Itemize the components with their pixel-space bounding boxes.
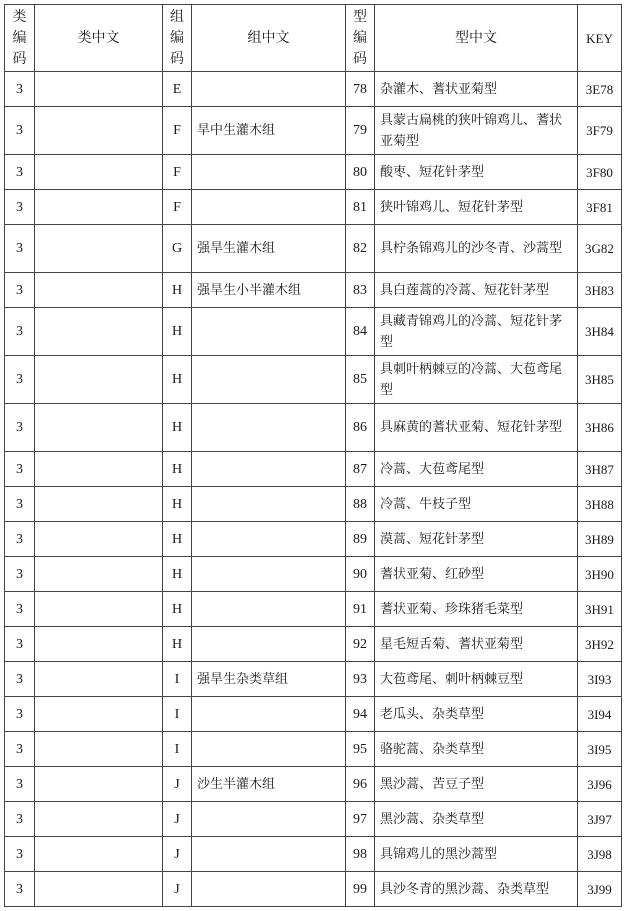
cell-class-cn bbox=[35, 627, 163, 662]
cell-type-code: 87 bbox=[346, 452, 375, 487]
cell-group-code: H bbox=[163, 557, 192, 592]
cell-group-cn bbox=[192, 72, 346, 107]
cell-class-cn bbox=[35, 487, 163, 522]
cell-class-cn bbox=[35, 872, 163, 907]
cell-class-code: 3 bbox=[5, 802, 35, 837]
table-row bbox=[5, 273, 622, 308]
cell-type-code: 99 bbox=[346, 872, 375, 907]
table-row bbox=[5, 732, 622, 767]
table-row bbox=[5, 557, 622, 592]
cell-type-code: 89 bbox=[346, 522, 375, 557]
cell-group-cn bbox=[192, 452, 346, 487]
cell-key: 3H90 bbox=[578, 557, 622, 592]
cell-type-cn: 具锦鸡儿的黑沙蒿型 bbox=[375, 837, 578, 872]
cell-key: 3H83 bbox=[578, 273, 622, 308]
cell-type-cn: 黑沙蒿、苦豆子型 bbox=[375, 767, 578, 802]
cell-group-code: H bbox=[163, 627, 192, 662]
table-row bbox=[5, 872, 622, 907]
cell-group-cn bbox=[192, 872, 346, 907]
table-row bbox=[5, 107, 622, 155]
cell-class-cn bbox=[35, 557, 163, 592]
table-row bbox=[5, 487, 622, 522]
cell-group-cn: 强旱生灌木组 bbox=[192, 225, 346, 273]
cell-group-cn: 强旱生小半灌木组 bbox=[192, 273, 346, 308]
cell-class-code: 3 bbox=[5, 107, 35, 155]
cell-type-code: 80 bbox=[346, 155, 375, 190]
cell-group-cn bbox=[192, 155, 346, 190]
cell-type-code: 97 bbox=[346, 802, 375, 837]
cell-group-cn bbox=[192, 802, 346, 837]
table-row bbox=[5, 662, 622, 697]
cell-key: 3H92 bbox=[578, 627, 622, 662]
cell-group-code: J bbox=[163, 872, 192, 907]
cell-class-cn bbox=[35, 837, 163, 872]
cell-type-cn: 黑沙蒿、杂类草型 bbox=[375, 802, 578, 837]
cell-group-cn bbox=[192, 697, 346, 732]
cell-class-code: 3 bbox=[5, 225, 35, 273]
cell-key: 3H84 bbox=[578, 308, 622, 356]
cell-group-cn: 沙生半灌木组 bbox=[192, 767, 346, 802]
cell-class-code: 3 bbox=[5, 273, 35, 308]
classification-table-wrapper bbox=[4, 4, 622, 907]
cell-class-code: 3 bbox=[5, 452, 35, 487]
cell-key: 3E78 bbox=[578, 72, 622, 107]
cell-type-cn: 蓍状亚菊、珍珠猪毛菜型 bbox=[375, 592, 578, 627]
cell-class-cn bbox=[35, 522, 163, 557]
cell-group-cn bbox=[192, 190, 346, 225]
cell-type-code: 94 bbox=[346, 697, 375, 732]
cell-type-code: 85 bbox=[346, 356, 375, 404]
cell-class-code: 3 bbox=[5, 557, 35, 592]
table-row bbox=[5, 697, 622, 732]
cell-group-code: I bbox=[163, 662, 192, 697]
cell-type-code: 88 bbox=[346, 487, 375, 522]
table-row bbox=[5, 627, 622, 662]
cell-key: 3H89 bbox=[578, 522, 622, 557]
classification-table bbox=[4, 4, 622, 907]
cell-key: 3H85 bbox=[578, 356, 622, 404]
cell-key: 3J96 bbox=[578, 767, 622, 802]
cell-key: 3J97 bbox=[578, 802, 622, 837]
cell-type-code: 86 bbox=[346, 404, 375, 452]
cell-type-code: 95 bbox=[346, 732, 375, 767]
cell-key: 3J99 bbox=[578, 872, 622, 907]
cell-key: 3F80 bbox=[578, 155, 622, 190]
cell-type-code: 90 bbox=[346, 557, 375, 592]
cell-key: 3J98 bbox=[578, 837, 622, 872]
header-type-code: 型编码 bbox=[346, 5, 375, 72]
table-row bbox=[5, 592, 622, 627]
cell-type-code: 84 bbox=[346, 308, 375, 356]
cell-class-code: 3 bbox=[5, 72, 35, 107]
cell-group-code: F bbox=[163, 190, 192, 225]
cell-group-code: F bbox=[163, 155, 192, 190]
cell-group-code: H bbox=[163, 487, 192, 522]
cell-class-cn bbox=[35, 802, 163, 837]
cell-class-cn bbox=[35, 404, 163, 452]
table-row bbox=[5, 802, 622, 837]
cell-key: 3H88 bbox=[578, 487, 622, 522]
cell-group-code: H bbox=[163, 308, 192, 356]
cell-class-code: 3 bbox=[5, 356, 35, 404]
cell-class-cn bbox=[35, 662, 163, 697]
header-class-cn: 类中文 bbox=[35, 5, 163, 72]
cell-key: 3F81 bbox=[578, 190, 622, 225]
header-row bbox=[5, 5, 622, 72]
table-row bbox=[5, 356, 622, 404]
cell-type-cn: 具麻黄的蓍状亚菊、短花针茅型 bbox=[375, 404, 578, 452]
cell-type-cn: 具藏青锦鸡儿的冷蒿、短花针茅型 bbox=[375, 308, 578, 356]
table-row bbox=[5, 308, 622, 356]
cell-type-cn: 具沙冬青的黑沙蒿、杂类草型 bbox=[375, 872, 578, 907]
cell-group-cn bbox=[192, 732, 346, 767]
cell-type-code: 93 bbox=[346, 662, 375, 697]
cell-key: 3I94 bbox=[578, 697, 622, 732]
cell-group-code: H bbox=[163, 522, 192, 557]
table-body bbox=[5, 72, 622, 907]
cell-class-cn bbox=[35, 732, 163, 767]
cell-key: 3G82 bbox=[578, 225, 622, 273]
cell-group-code: H bbox=[163, 356, 192, 404]
cell-group-cn: 旱中生灌木组 bbox=[192, 107, 346, 155]
header-key: KEY bbox=[578, 5, 622, 72]
header-group-cn: 组中文 bbox=[192, 5, 346, 72]
cell-type-cn: 冷蒿、大苞鸢尾型 bbox=[375, 452, 578, 487]
cell-class-cn bbox=[35, 592, 163, 627]
cell-group-code: H bbox=[163, 592, 192, 627]
cell-class-code: 3 bbox=[5, 308, 35, 356]
table-row bbox=[5, 225, 622, 273]
cell-class-code: 3 bbox=[5, 592, 35, 627]
cell-class-cn bbox=[35, 767, 163, 802]
cell-class-code: 3 bbox=[5, 155, 35, 190]
cell-class-code: 3 bbox=[5, 487, 35, 522]
cell-group-cn bbox=[192, 592, 346, 627]
cell-class-code: 3 bbox=[5, 522, 35, 557]
cell-group-cn bbox=[192, 487, 346, 522]
cell-group-code: F bbox=[163, 107, 192, 155]
cell-class-cn bbox=[35, 155, 163, 190]
cell-type-code: 83 bbox=[346, 273, 375, 308]
cell-class-cn bbox=[35, 107, 163, 155]
cell-group-code: H bbox=[163, 273, 192, 308]
cell-type-code: 98 bbox=[346, 837, 375, 872]
cell-class-code: 3 bbox=[5, 767, 35, 802]
table-row bbox=[5, 837, 622, 872]
cell-group-cn bbox=[192, 522, 346, 557]
cell-group-code: J bbox=[163, 802, 192, 837]
cell-class-cn bbox=[35, 72, 163, 107]
cell-group-cn bbox=[192, 627, 346, 662]
cell-type-code: 92 bbox=[346, 627, 375, 662]
header-group-code: 组编码 bbox=[163, 5, 192, 72]
table-row bbox=[5, 190, 622, 225]
cell-group-cn: 强旱生杂类草组 bbox=[192, 662, 346, 697]
cell-type-cn: 星毛短舌菊、蓍状亚菊型 bbox=[375, 627, 578, 662]
cell-group-code: I bbox=[163, 697, 192, 732]
cell-type-cn: 具蒙古扁桃的狭叶锦鸡儿、蓍状亚菊型 bbox=[375, 107, 578, 155]
cell-key: 3H91 bbox=[578, 592, 622, 627]
cell-group-code: E bbox=[163, 72, 192, 107]
cell-class-cn bbox=[35, 225, 163, 273]
cell-type-cn: 老瓜头、杂类草型 bbox=[375, 697, 578, 732]
cell-class-cn bbox=[35, 697, 163, 732]
cell-type-code: 81 bbox=[346, 190, 375, 225]
cell-class-code: 3 bbox=[5, 627, 35, 662]
cell-group-code: H bbox=[163, 404, 192, 452]
cell-group-cn bbox=[192, 557, 346, 592]
cell-key: 3H87 bbox=[578, 452, 622, 487]
cell-type-cn: 大苞鸢尾、刺叶柄棘豆型 bbox=[375, 662, 578, 697]
cell-type-code: 78 bbox=[346, 72, 375, 107]
cell-class-cn bbox=[35, 308, 163, 356]
cell-key: 3F79 bbox=[578, 107, 622, 155]
header-class-code: 类编码 bbox=[5, 5, 35, 72]
cell-key: 3I93 bbox=[578, 662, 622, 697]
cell-group-cn bbox=[192, 837, 346, 872]
cell-type-cn: 具柠条锦鸡儿的沙冬青、沙蒿型 bbox=[375, 225, 578, 273]
cell-type-code: 79 bbox=[346, 107, 375, 155]
cell-type-code: 82 bbox=[346, 225, 375, 273]
cell-key: 3H86 bbox=[578, 404, 622, 452]
cell-group-code: J bbox=[163, 767, 192, 802]
cell-type-cn: 酸枣、短花针茅型 bbox=[375, 155, 578, 190]
cell-class-cn bbox=[35, 356, 163, 404]
table-row bbox=[5, 404, 622, 452]
cell-type-cn: 蓍状亚菊、红砂型 bbox=[375, 557, 578, 592]
cell-class-code: 3 bbox=[5, 872, 35, 907]
cell-type-cn: 冷蒿、牛枝子型 bbox=[375, 487, 578, 522]
cell-group-code: H bbox=[163, 452, 192, 487]
cell-key: 3I95 bbox=[578, 732, 622, 767]
cell-group-cn bbox=[192, 356, 346, 404]
cell-type-cn: 具白莲蒿的冷蒿、短花针茅型 bbox=[375, 273, 578, 308]
table-row bbox=[5, 522, 622, 557]
cell-group-code: J bbox=[163, 837, 192, 872]
cell-type-cn: 狭叶锦鸡儿、短花针茅型 bbox=[375, 190, 578, 225]
table-row bbox=[5, 72, 622, 107]
cell-class-code: 3 bbox=[5, 404, 35, 452]
cell-group-code: I bbox=[163, 732, 192, 767]
table-row bbox=[5, 155, 622, 190]
cell-class-code: 3 bbox=[5, 732, 35, 767]
cell-group-cn bbox=[192, 404, 346, 452]
cell-class-cn bbox=[35, 452, 163, 487]
cell-type-code: 96 bbox=[346, 767, 375, 802]
table-row bbox=[5, 452, 622, 487]
header-type-cn: 型中文 bbox=[375, 5, 578, 72]
cell-class-code: 3 bbox=[5, 190, 35, 225]
cell-type-cn: 骆驼蒿、杂类草型 bbox=[375, 732, 578, 767]
cell-class-code: 3 bbox=[5, 662, 35, 697]
cell-class-cn bbox=[35, 273, 163, 308]
cell-group-code: G bbox=[163, 225, 192, 273]
cell-type-cn: 漠蒿、短花针茅型 bbox=[375, 522, 578, 557]
cell-type-cn: 具刺叶柄棘豆的冷蒿、大苞鸢尾型 bbox=[375, 356, 578, 404]
cell-class-code: 3 bbox=[5, 697, 35, 732]
cell-type-cn: 杂灌木、蓍状亚菊型 bbox=[375, 72, 578, 107]
cell-type-code: 91 bbox=[346, 592, 375, 627]
cell-class-code: 3 bbox=[5, 837, 35, 872]
cell-class-cn bbox=[35, 190, 163, 225]
table-row bbox=[5, 767, 622, 802]
cell-group-cn bbox=[192, 308, 346, 356]
